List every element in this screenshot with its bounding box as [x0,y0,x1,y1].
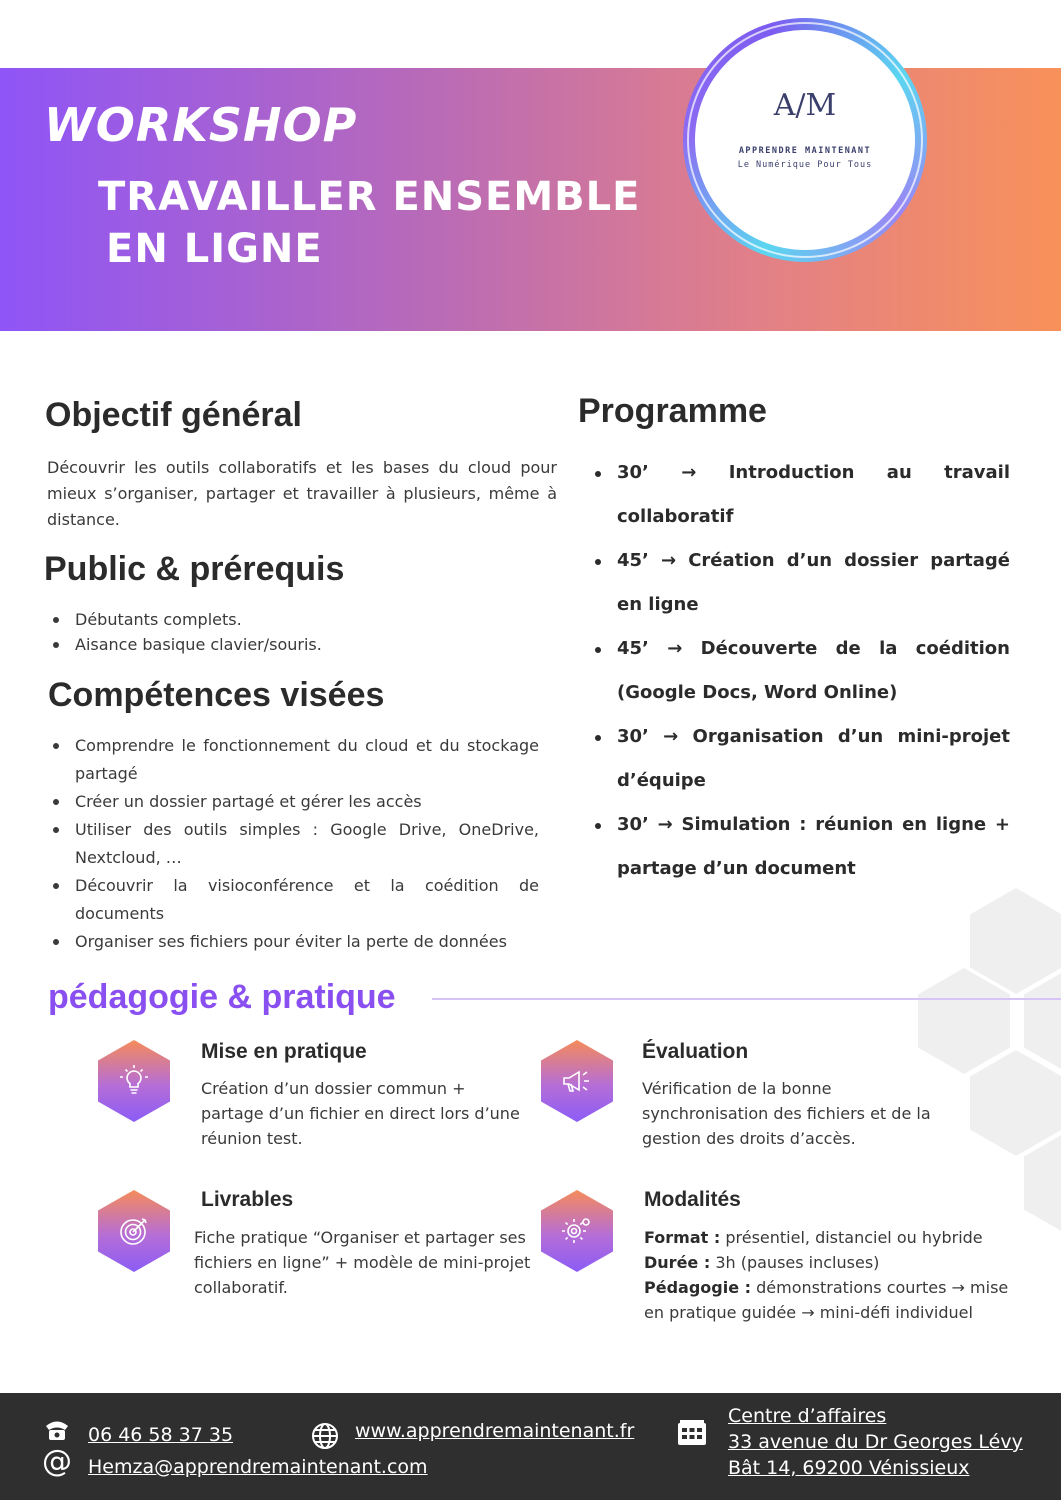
card-text-modalites [644,1225,1024,1325]
divider-line [432,998,1061,1000]
list-item: Utiliser des outils simples : Google Drive, OneDrive, Nextcloud, … [47,816,539,872]
list-item: Comprendre le fonctionnement du cloud et du stockage partagé [47,732,539,788]
gears-icon [541,1190,613,1272]
decor-hexagon [970,888,1061,994]
modalite-duree: Durée : 3h (pauses incluses) [644,1253,880,1272]
list-item: 30’ → Simulation : réunion en ligne + partage d’un document [593,803,1010,891]
programme-list [593,451,1010,891]
list-item: 30’ → Organisation d’un mini-projet d’équipe [593,715,1010,803]
card-title-livrables: Livrables [201,1188,294,1211]
phone-link[interactable]: 06 46 58 37 35 [88,1424,234,1446]
pedagogie-heading: pédagogie & pratique [48,978,396,1016]
objectif-text: Découvrir les outils collaboratifs et les bases du cloud pour mieux s’organiser, partager et travailler à plusieurs, même à distance. [47,458,557,529]
card-title-mise: Mise en pratique [201,1040,367,1063]
list-item: 45’ → Découverte de la coédition (Google Docs, Word Online) [593,627,1010,715]
public-list [47,607,547,657]
megaphone-icon [541,1040,613,1122]
modalite-pedagogie: Pédagogie : démonstrations courtes → mise en pratique guidée → mini-défi individuel [644,1278,1009,1322]
address-line-3: Bât 14, 69200 Vénissieux [728,1457,970,1479]
logo-monogram: A/M [773,88,837,123]
decor-hexagon [970,1050,1061,1156]
list-item: 45’ → Création d’un dossier partagé en ligne [593,539,1010,627]
lightbulb-icon [98,1040,170,1122]
programme-heading: Programme [578,392,767,430]
list-item: Aisance basique clavier/souris. [47,632,547,657]
logo-tagline: Le Numérique Pour Tous [737,160,873,170]
email-link[interactable]: Hemza@apprendremaintenant.com [88,1456,428,1478]
target-icon [98,1190,170,1272]
at-icon: @ [42,1444,72,1479]
card-text-mise: Création d’un dossier commun + partage d’un fichier en direct lors d’une réunion test. [201,1079,520,1148]
modalite-format: Format : présentiel, distanciel ou hybride [644,1228,983,1247]
competences-heading: Compétences visées [48,676,385,714]
decor-hexagon [918,968,1010,1074]
list-item: Créer un dossier partagé et gérer les accès [47,788,539,816]
card-text-evaluation: Vérification de la bonne synchronisation des fichiers et de la gestion des droits d’accès. [642,1079,931,1148]
address-line-2: 33 avenue du Dr Georges Lévy [728,1431,1023,1453]
card-text-livrables: Fiche pratique “Organiser et partager ses fichiers en ligne” + modèle de mini-projet collaboratif. [194,1228,531,1297]
title-line-1: TRAVAILLER ENSEMBLE [98,174,641,220]
objectif-heading: Objectif général [45,396,302,434]
globe-icon [311,1422,339,1450]
address-line-1: Centre d’affaires [728,1405,887,1427]
card-title-evaluation: Évaluation [642,1040,749,1063]
card-title-modalites: Modalités [644,1188,741,1211]
logo-name: APPRENDRE MAINTENANT [738,146,872,156]
list-item: Débutants complets. [47,607,547,632]
building-icon [677,1420,707,1446]
list-item: Découvrir la visioconférence et la coédition de documents [47,872,539,928]
phone-icon [44,1418,70,1442]
title-line-2: EN LIGNE [106,226,323,272]
public-heading: Public & prérequis [44,550,345,588]
website-link[interactable]: www.apprendremaintenant.fr [355,1420,635,1442]
logo [683,18,927,262]
list-item: 30’ → Introduction au travail collaboratif [593,451,1010,539]
competences-list [47,732,539,956]
workshop-label: WORKSHOP [44,98,358,152]
list-item: Organiser ses fichiers pour éviter la perte de données [47,928,539,956]
